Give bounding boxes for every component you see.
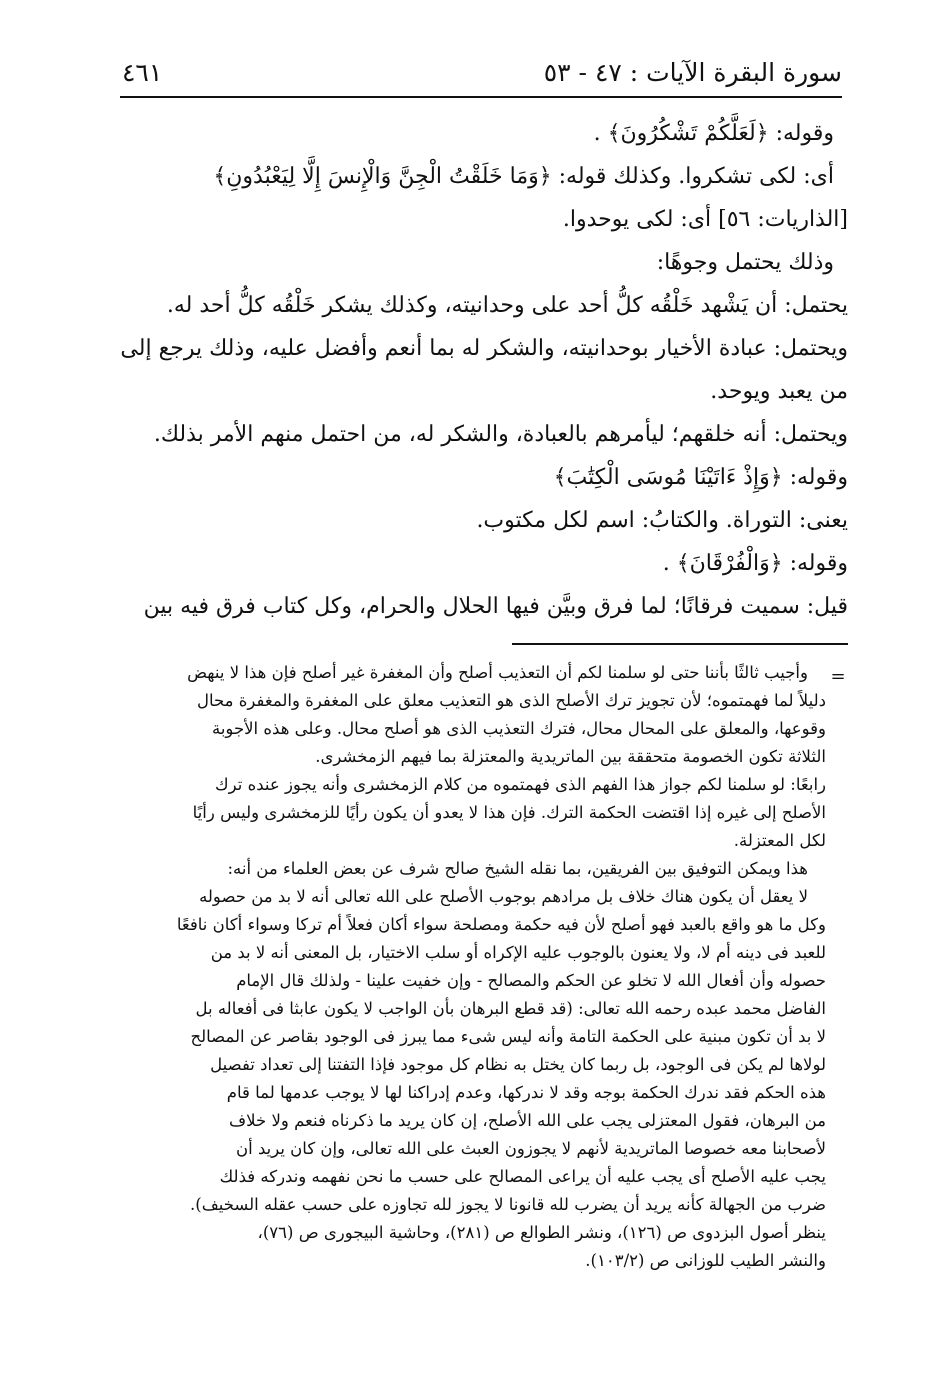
footnote-line-8: هذا ويمكن التوفيق بين الفريقين، بما نقله الشيخ صالح شرف عن بعض العلماء من أنه: — [227, 859, 808, 878]
footnote-line-17: من البرهان، فقول المعتزلى يجب على الله الأصلح، إن كان يريد ما ذكرناه فنعم ولا خلاف — [229, 1111, 826, 1130]
footnotes — [118, 659, 826, 1275]
main-text — [108, 112, 848, 628]
footnote-line-13: الفاضل محمد عبده رحمه الله تعالى: (قد قطع البرهان بأن الواجب لا يكون عابثا فى أفعاله بل — [195, 999, 826, 1018]
footnote-line-15: لولاها لم يكن فى الوجود، بل ربما كان يختل به نظام كل موجود فإذا التفتنا إلى تعداد تفصيل — [210, 1055, 826, 1074]
footnote-separator — [512, 643, 848, 645]
header-title: سورة البقرة الآيات : ٤٧ - ٥٣ — [543, 58, 842, 87]
running-header — [120, 56, 842, 96]
main-line-8: ويحتمل: أنه خلقهم؛ ليأمرهم بالعبادة، والشكر له، من احتمل منهم الأمر بذلك. — [153, 422, 848, 447]
footnote-line-1: وأجيب ثالثًا بأننا حتى لو سلمنا لكم أن التعذيب أصلح وأن المغفرة غير أصلح فإن هذا لا ينهض — [187, 663, 808, 682]
main-line-6: ويحتمل: عبادة الأخيار بوحدانيته، والشكر له بما أنعم وأفضل عليه، وذلك يرجع إلى — [120, 336, 848, 361]
main-line-3: [الذاريات: ٥٦] أى: لكى يوحدوا. — [562, 207, 848, 232]
main-line-1: وقوله: ﴿لَعَلَّكُمْ تَشْكُرُونَ﴾ . — [593, 121, 834, 146]
footnote-line-22: والنشر الطيب للوزانى ص (١٠٣/٢). — [585, 1251, 826, 1270]
footnote-line-2: دليلاً لما فهمتموه؛ لأن تجويز ترك الأصلح الذى هو التعذيب معلق على المغفرة والمغفرة محال — [197, 691, 826, 710]
main-line-11: وقوله: ﴿وَالْفُرْقَانَ﴾ . — [662, 551, 848, 576]
footnote-line-14: لا بد أن تكون مبنية على الحكمة التامة وأنه ليس شىء مما يبرز فى الوجود بقاصر عن المصالح — [190, 1027, 826, 1046]
main-line-2: أى: لكى تشكروا. وكذلك قوله: ﴿وَمَا خَلَقْتُ الْجِنَّ وَالْإِنسَ إِلَّا لِيَعْبُدُونِ﴾ — [213, 164, 834, 189]
footnote-line-9: لا يعقل أن يكون هناك خلاف بل مرادهم بوجوب الأصلح على الله تعالى أنه لا بد من حصوله — [199, 887, 808, 906]
main-line-5: يحتمل: أن يَشْهد خَلْقُه كلُّ أحد على وحدانيته، وكذلك يشكر خَلْقُه كلُّ أحد له. — [166, 293, 848, 318]
header-rule — [120, 96, 842, 98]
main-line-12: قيل: سميت فرقانًا؛ لما فرق وبيَّن فيها الحلال والحرام، وكل كتاب فرق فيه بين — [143, 594, 848, 619]
footnote-line-20: ضرب من الجهالة كأنه يريد أن يضرب لله قانونا لا يجوز لله تجاوزه على حسب عقله السخيف). — [190, 1195, 826, 1214]
main-line-9: وقوله: ﴿وَإِذْ ءَاتَيْنَا مُوسَى الْكِتَٰبَ﴾ — [553, 465, 848, 490]
footnote-line-11: للعبد فى دينه أم لا، ولا يعنون بالوجوب عليه الإكراه أو سلب الاختيار، بل المعنى أنه لا بد من — [210, 943, 826, 962]
footnote-line-3: وقوعها، والمعلق على المحال محال، فترك التعذيب الذى هو أصلح محال. وعلى هذه الأجوبة — [211, 719, 826, 738]
footnote-continuation-marker: = — [830, 666, 846, 687]
footnote-line-7: لكل المعتزلة. — [733, 831, 826, 850]
main-line-7: من يعبد ويوحد. — [710, 379, 848, 404]
footnote-line-19: يجب عليه الأصلح أى يجب عليه أن يراعى المصالح على حسب ما نحن نفهمه وندركه فذلك — [219, 1167, 826, 1186]
footnote-line-5: رابعًا: لو سلمنا لكم جواز هذا الفهم الذى فهمتموه من كلام الزمخشرى وأنه يجوز عنده ترك — [215, 775, 826, 794]
footnote-line-10: وكل ما هو واقع بالعبد فهو أصلح لأن فيه حكمة ومصلحة سواء أكان فعلاً أم تركا وسواء أكان نافعًا — [176, 915, 826, 934]
page-number: ٤٦١ — [122, 58, 163, 87]
footnote-line-12: حصوله وأن أفعال الله لا تخلو عن الحكم والمصالح - وإن خفيت علينا - ولذلك قال الإمام — [236, 971, 826, 990]
main-line-4: وذلك يحتمل وجوهًا: — [656, 250, 834, 275]
main-line-10: يعنى: التوراة. والكتابُ: اسم لكل مكتوب. — [476, 508, 848, 533]
footnote-line-21: ينظر أصول البزدوى ص (١٢٦)، ونشر الطوالع ص (٢٨١)، وحاشية البيجورى ص (٧٦)، — [257, 1223, 826, 1242]
footnote-line-18: لأصحابنا معه خصوصا الماتريدية لأنهم لا يجوزون العبث على الله تعالى، وإن كان يريد أن — [236, 1139, 826, 1158]
footnote-line-4: الثلاثة تكون الخصومة متحققة بين الماتريدية والمعتزلة بما فيهم الزمخشرى. — [315, 747, 826, 766]
footnote-line-6: الأصلح إلى غيره إذا اقتضت الحكمة الترك. فإن هذا لا يعدو أن يكون رأيًا للزمخشرى وليس رأيًا — [192, 803, 826, 822]
footnote-line-16: هذه الحكم فقد ندرك الحكمة بوجه وقد لا ندركها، وعدم إدراكنا لها لا يوجب عدمها لما قام — [226, 1083, 826, 1102]
